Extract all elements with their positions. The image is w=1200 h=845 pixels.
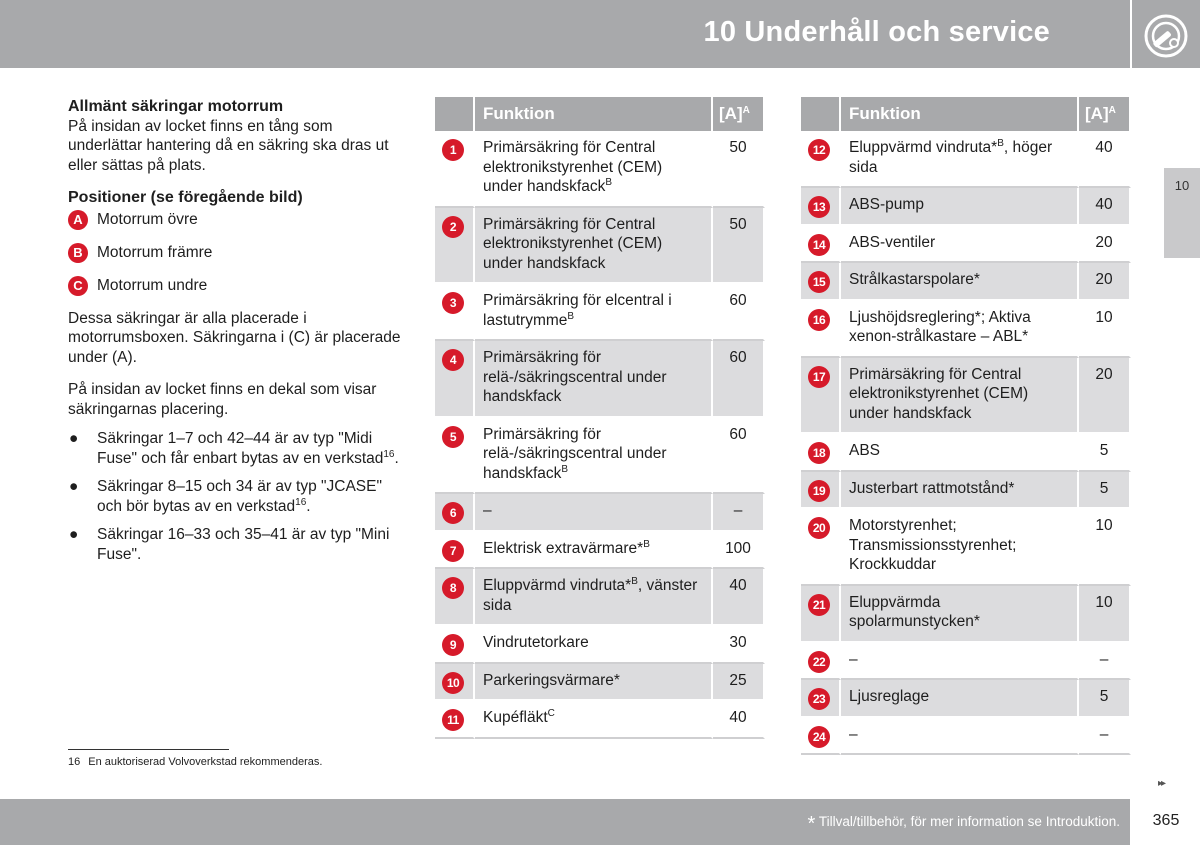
fuse-amp-cell: 50 (713, 131, 765, 208)
fuse-function-cell (841, 358, 1079, 435)
fuse-number-cell (801, 472, 841, 510)
fuse-function-text: Primärsäkring för elcentral i lastutrymme (483, 292, 672, 329)
fuse-number-badge: 11 (442, 709, 464, 731)
fuse-amp-cell: 10 (1079, 509, 1131, 586)
chapter-header-bar (0, 0, 1130, 68)
fuse-amp-cell: 20 (1079, 358, 1131, 435)
fuse-number-badge: 17 (808, 366, 830, 388)
fuse-function-cell (841, 188, 1079, 226)
table-row (435, 494, 765, 532)
footnote-text: En auktoriserad Volvoverkstad rekommenderas. (88, 756, 323, 768)
fuse-number-badge: 18 (808, 442, 830, 464)
fuse-function-cell (841, 226, 1079, 264)
footnote-divider (68, 749, 229, 750)
fuse-number-badge: 10 (442, 672, 464, 694)
position-badge-a: A (68, 210, 88, 230)
fuse-number-badge: 23 (808, 688, 830, 710)
table-row (435, 418, 765, 495)
footnote-ref[interactable]: B (997, 138, 1004, 149)
fuse-function-text: Kupéfläkt (483, 709, 548, 726)
position-label: Motorrum övre (97, 210, 198, 228)
fuse-function-cell (475, 664, 713, 702)
fuse-function-cell (475, 208, 713, 285)
fuse-amp-cell: 5 (1079, 434, 1131, 472)
fuse-number-cell (435, 494, 475, 532)
fuse-number-cell (435, 701, 475, 739)
footnote-ref[interactable]: B (643, 538, 650, 550)
fuse-function-cell (841, 434, 1079, 472)
footnote-ref[interactable]: A (742, 105, 750, 117)
fuse-function-cell (841, 263, 1079, 301)
fuse-amp-cell: 20 (1079, 263, 1131, 301)
next-page-arrows-icon[interactable]: ▸▸ (1158, 778, 1165, 789)
fuse-function-text: Parkeringsvärmare* (483, 671, 620, 689)
accessory-note-text: Tillval/tillbehör, för mer information se Introduktion. (818, 814, 1120, 829)
column-header-function: Funktion (841, 97, 1079, 131)
fuse-function-text: Primärsäkring för Central elektronikstyrenhet (CEM) under handskfack (483, 215, 663, 272)
fuse-number-badge: 6 (442, 502, 464, 524)
table-row (435, 208, 765, 285)
table-row (435, 341, 765, 418)
section-heading-positions: Positioner (se föregående bild) (68, 189, 303, 206)
column-header-number (435, 97, 475, 131)
fuse-function-cell (475, 418, 713, 495)
column-header-amp (1079, 97, 1131, 131)
table-row (435, 626, 765, 664)
bullet-icon: ● (69, 526, 79, 543)
fuse-number-cell (801, 358, 841, 435)
fuse-function-text: Eluppvärmd vindruta* (849, 139, 998, 156)
fuse-function-cell (475, 494, 713, 532)
fuse-amp-cell: 100 (713, 532, 765, 570)
list-item-text: Säkringar 8–15 och 34 är av typ "JCASE" och bör bytas av en verkstad (97, 478, 382, 515)
fuse-amp-cell: 10 (1079, 586, 1131, 643)
fuse-number-cell (801, 509, 841, 586)
accessory-note (808, 813, 1120, 836)
fuse-function-text: Eluppvärmd vindruta* (483, 577, 632, 594)
fuse-number-cell (435, 284, 475, 341)
fuse-number-cell (801, 680, 841, 718)
fuse-number-cell (435, 532, 475, 570)
fuse-function-cell (475, 532, 713, 570)
list-item (68, 429, 403, 468)
list-item-tail: . (394, 449, 399, 467)
table-row (801, 301, 1131, 358)
fuse-number-badge: 14 (808, 234, 830, 256)
table-row (435, 284, 765, 341)
column-header-function: Funktion (475, 97, 713, 131)
footnote-ref[interactable]: B (605, 177, 613, 188)
list-item-tail: . (306, 497, 311, 515)
fuse-amp-cell: 40 (1079, 188, 1131, 226)
fuse-function-tail: , vänster sida (483, 577, 698, 614)
footnote-ref[interactable]: 16 (295, 496, 307, 508)
footer-bar (0, 799, 1130, 845)
position-label: Motorrum främre (97, 243, 213, 261)
fuse-function-cell (475, 284, 713, 341)
chapter-side-tab[interactable] (1164, 168, 1200, 258)
fuse-amp-cell: – (1079, 718, 1131, 756)
chapter-icon-box (1132, 0, 1200, 68)
fuse-number-badge: 3 (442, 292, 464, 314)
table-row (801, 509, 1131, 586)
fuse-function-cell (841, 643, 1079, 681)
fuse-amp-cell: 5 (1079, 680, 1131, 718)
list-item-text: Säkringar 1–7 och 42–44 är av typ "Midi Fuse" och får enbart bytas av en verkstad (97, 430, 384, 467)
fuse-number-badge: 13 (808, 196, 830, 218)
fuse-function-text: ABS-ventiler (849, 233, 936, 251)
fuse-number-badge: 24 (808, 726, 830, 748)
position-item-a (68, 210, 403, 230)
list-item (68, 477, 403, 516)
footnote-ref[interactable]: A (1108, 105, 1116, 117)
fuse-number-badge: 16 (808, 309, 830, 331)
fuse-function-text: Eluppvärmda spolarmunstycken* (849, 593, 980, 630)
table-row (801, 643, 1131, 681)
fuse-number-cell (801, 434, 841, 472)
footnote-ref[interactable]: C (547, 708, 555, 719)
table-row (435, 664, 765, 702)
fuse-number-cell (801, 263, 841, 301)
table-row (435, 131, 765, 208)
footnote-number: 16 (68, 756, 81, 768)
fuse-function-text: Primärsäkring för relä-/säkringscentral under handskfack (483, 425, 667, 482)
fuse-table-2 (801, 97, 1131, 755)
fuse-function-text: Strålkastarspolare* (849, 271, 980, 288)
fuse-amp-cell: – (713, 494, 765, 532)
fuse-function-cell (475, 341, 713, 418)
fuse-number-cell (801, 643, 841, 681)
fuse-function-cell (841, 718, 1079, 756)
fuse-function-cell (475, 131, 713, 208)
paragraph-decal: På insidan av locket finns en dekal som visar säkringarnas placering. (68, 381, 377, 418)
fuse-number-cell (801, 718, 841, 756)
fuse-number-badge: 19 (808, 480, 830, 502)
fuse-function-text: – (849, 650, 858, 668)
fuse-number-badge: 8 (442, 577, 464, 599)
fuse-function-cell (841, 301, 1079, 358)
side-tab-label: 10 (1174, 178, 1190, 193)
fuse-number-cell (801, 301, 841, 358)
table-row (801, 718, 1131, 756)
fuse-number-badge: 9 (442, 634, 464, 656)
fuse-function-text: Ljusreglage (849, 688, 930, 705)
fuse-function-cell (841, 131, 1079, 188)
table-row (435, 569, 765, 626)
table-row (801, 263, 1131, 301)
fuse-amp-cell: 10 (1079, 301, 1131, 358)
fuse-type-list (68, 429, 403, 564)
chapter-title: 10 Underhåll och service (703, 16, 1050, 48)
fuse-function-text: Justerbart rattmotstånd* (849, 479, 1015, 497)
table-row (801, 434, 1131, 472)
fuse-function-cell (475, 701, 713, 739)
fuse-number-cell (435, 626, 475, 664)
fuse-function-text: Primärsäkring för relä-/säkringscentral under handskfack (483, 349, 667, 405)
fuse-number-badge: 22 (808, 651, 830, 673)
fuse-function-text: – (483, 502, 492, 519)
fuse-table-1-body (435, 131, 765, 739)
fuse-number-cell (801, 226, 841, 264)
fuse-table-1 (435, 97, 765, 739)
column-header-number (801, 97, 841, 131)
fuse-function-text: Primärsäkring för Central elektronikstyrenhet (CEM) under handskfack (849, 365, 1029, 422)
fuse-function-text: Motorstyrenhet; Transmissionsstyrenhet; Krockkuddar (849, 517, 1017, 573)
wrench-gear-icon (1143, 13, 1189, 59)
fuse-amp-cell: 20 (1079, 226, 1131, 264)
fuse-number-badge: 20 (808, 517, 830, 539)
fuse-number-badge: 4 (442, 349, 464, 371)
fuse-function-cell (841, 509, 1079, 586)
fuse-function-text: – (849, 725, 858, 743)
fuse-function-text: Ljushöjdsreglering*; Aktiva xenon-strålkastare – ABL* (849, 308, 1031, 345)
position-badge-c: C (68, 276, 88, 296)
position-badge-b: B (68, 243, 88, 263)
table-row (435, 532, 765, 570)
fuse-number-badge: 15 (808, 271, 830, 293)
table-row (801, 472, 1131, 510)
fuse-function-tail: , höger sida (849, 139, 1053, 176)
fuse-number-badge: 5 (442, 426, 464, 448)
footnote-ref[interactable]: B (567, 310, 575, 322)
fuse-amp-cell: 5 (1079, 472, 1131, 510)
fuse-amp-cell: 40 (1079, 131, 1131, 188)
fuse-amp-cell: 60 (713, 418, 765, 495)
fuse-amp-cell: 60 (713, 284, 765, 341)
page-number: 365 (1132, 799, 1200, 845)
table-row (801, 131, 1131, 188)
table-row (435, 701, 765, 739)
fuse-number-badge: 2 (442, 216, 464, 238)
fuse-amp-cell: 25 (713, 664, 765, 702)
fuse-function-text: ABS-pump (849, 196, 924, 213)
footnote-ref[interactable]: 16 (383, 448, 395, 460)
amp-header-text: [A] (719, 104, 743, 124)
fuse-function-cell (475, 569, 713, 626)
table-row (801, 226, 1131, 264)
fuse-function-text: Primärsäkring för Central elektronikstyrenhet (CEM) under handskfack (483, 139, 663, 195)
fuse-number-badge: 7 (442, 540, 464, 562)
fuse-number-cell (435, 664, 475, 702)
fuse-function-cell (475, 626, 713, 664)
fuse-amp-cell: 40 (713, 701, 765, 739)
fuse-function-cell (841, 680, 1079, 718)
position-item-b (68, 243, 403, 263)
fuse-function-text: ABS (849, 442, 881, 459)
fuse-function-text: Elektrisk extravärmare* (483, 539, 644, 557)
paragraph-placement: Dessa säkringar är alla placerade i motorrumsboxen. Säkringarna i (C) är placerade under (A). (68, 309, 401, 366)
intro-column (68, 97, 403, 573)
fuse-number-cell (801, 131, 841, 188)
fuse-table-2-body (801, 131, 1131, 755)
footnote-ref[interactable]: B (561, 463, 569, 475)
column-header-amp (713, 97, 765, 131)
fuse-number-badge: 21 (808, 594, 830, 616)
paragraph-tong: På insidan av locket finns en tång som underlättar hantering då en säkring ska dras ut eller sättas på plats. (68, 117, 389, 174)
table-row (801, 586, 1131, 643)
fuse-number-cell (435, 208, 475, 285)
bullet-icon: ● (69, 430, 79, 447)
fuse-function-cell (841, 586, 1079, 643)
fuse-number-cell (435, 131, 475, 208)
fuse-number-cell (435, 418, 475, 495)
fuse-number-cell (435, 569, 475, 626)
footnote-ref[interactable]: B (631, 576, 638, 587)
fuse-number-cell (801, 586, 841, 643)
fuse-function-cell (841, 472, 1079, 510)
position-item-c (68, 276, 403, 296)
fuse-number-cell (435, 341, 475, 418)
asterisk-icon: * (807, 813, 816, 835)
table-row (801, 680, 1131, 718)
section-heading-general: Allmänt säkringar motorrum (68, 98, 284, 115)
fuse-number-badge: 12 (808, 139, 830, 161)
fuse-amp-cell: 50 (713, 208, 765, 285)
table-row (801, 188, 1131, 226)
fuse-amp-cell: 40 (713, 569, 765, 626)
bullet-icon: ● (69, 478, 79, 495)
fuse-amp-cell: 30 (713, 626, 765, 664)
list-item (68, 525, 403, 564)
fuse-number-cell (801, 188, 841, 226)
fuse-amp-cell: 60 (713, 341, 765, 418)
fuse-amp-cell: – (1079, 643, 1131, 681)
position-label: Motorrum undre (97, 276, 208, 294)
list-item-text: Säkringar 16–33 och 35–41 är av typ "Mini Fuse". (97, 526, 390, 563)
fuse-number-badge: 1 (442, 139, 464, 161)
fuse-function-text: Vindrutetorkare (483, 634, 589, 651)
footnote (68, 756, 322, 768)
table-row (801, 358, 1131, 435)
amp-header-text: [A] (1085, 104, 1109, 124)
